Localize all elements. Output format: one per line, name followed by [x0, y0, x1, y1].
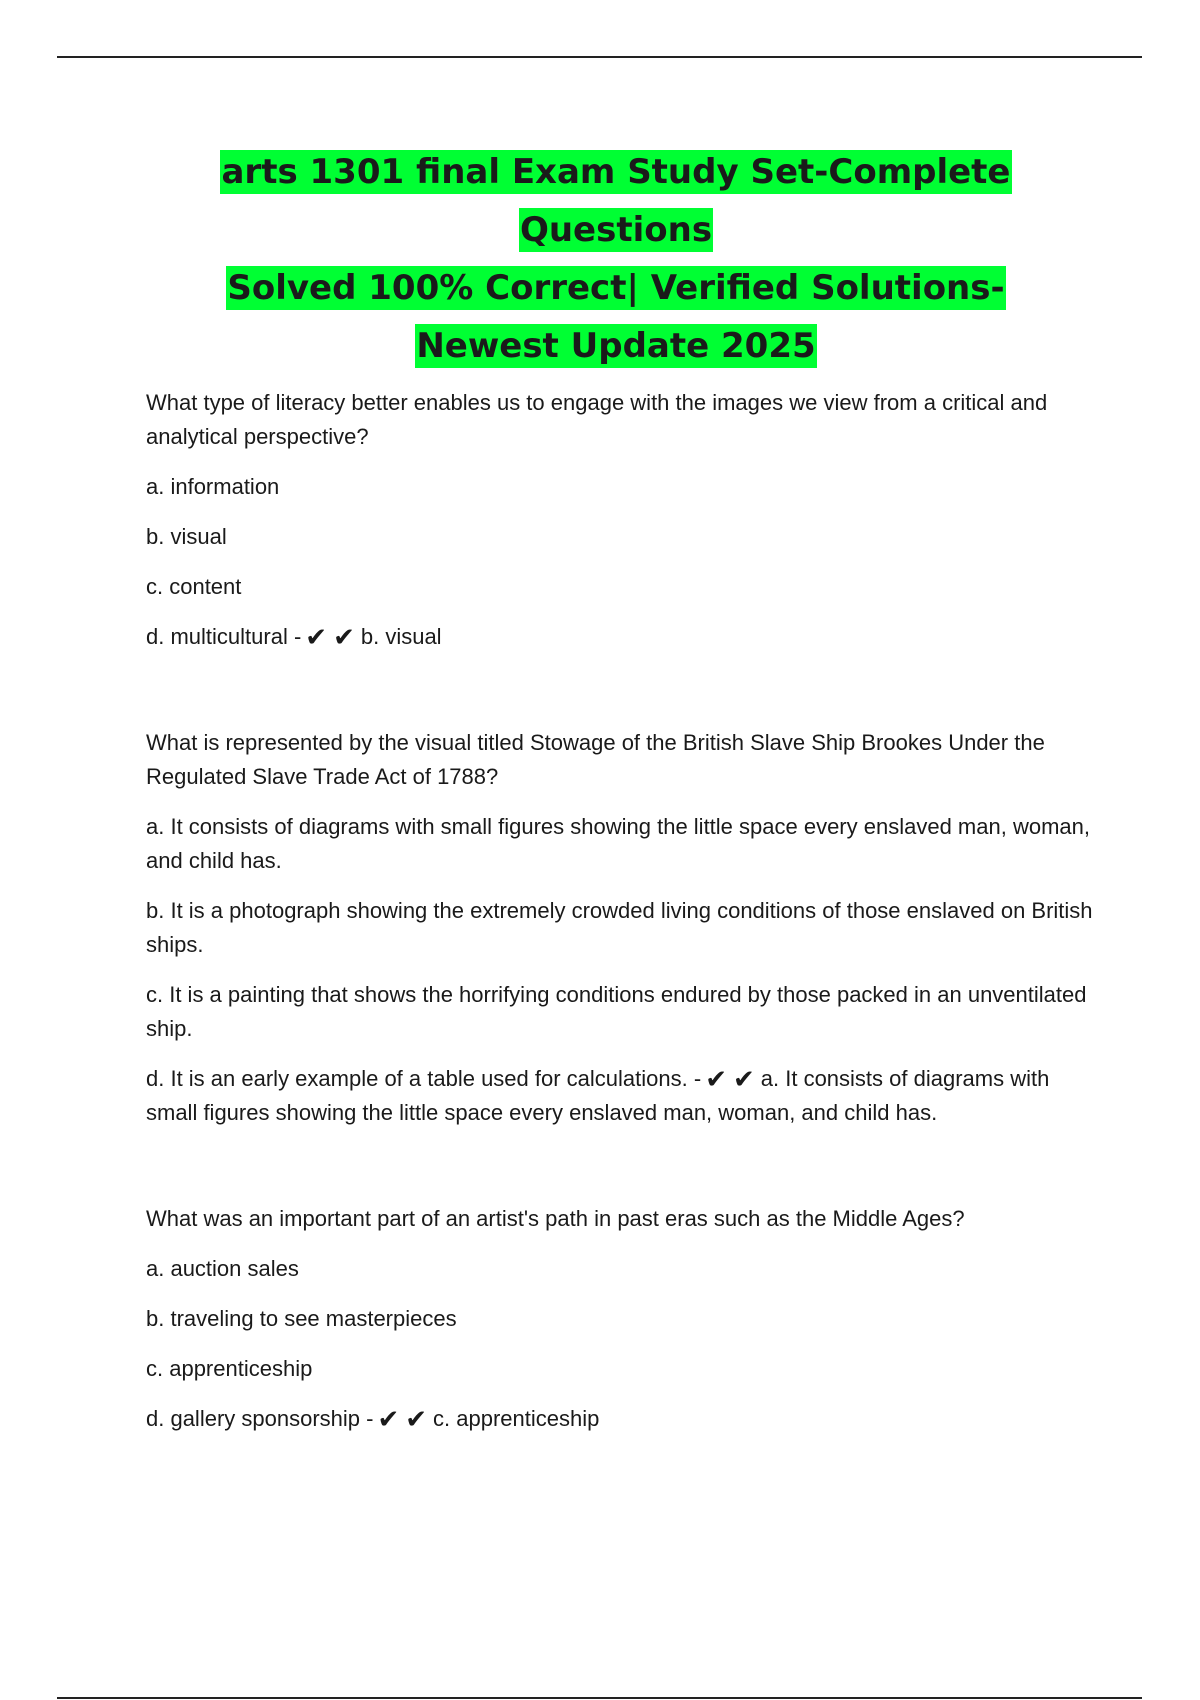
option-d-with-answer	[146, 620, 1101, 654]
option-b: b. It is a photograph showing the extremely crowded living conditions of those enslaved on British ships.	[146, 898, 1093, 957]
option-d: d. It is an early example of a table used for calculations. -	[146, 1066, 702, 1091]
correct-answer: c. apprenticeship	[433, 1406, 600, 1431]
option-d: d. multicultural -	[146, 624, 302, 649]
question-2	[146, 726, 1101, 1130]
header-rule	[57, 56, 1142, 58]
option-d-with-answer	[146, 1402, 1101, 1436]
option-d-with-answer	[146, 1062, 1101, 1130]
question-list	[146, 386, 1101, 1508]
double-check-icon: ✔✔	[305, 623, 361, 653]
question-text: What type of literacy better enables us to engage with the images we view from a critical and analytical perspective?	[146, 390, 1048, 449]
correct-answer: b. visual	[360, 624, 442, 649]
question-1	[146, 386, 1101, 654]
title-line-3: Newest Update 2025	[416, 326, 816, 366]
title-line-1: arts 1301 final Exam Study Set-Complete Questions	[221, 152, 1011, 250]
double-check-icon: ✔✔	[377, 1405, 434, 1435]
document-title	[146, 143, 1086, 375]
option-c: c. It is a painting that shows the horrifying conditions endured by those packed in an unventilated ship.	[146, 982, 1087, 1041]
option-d: d. gallery sponsorship -	[146, 1406, 374, 1431]
correct-answer: a. It consists of diagrams with small figures showing the little space every enslaved man, woman, and child has.	[146, 1066, 1050, 1125]
option-a: a. information	[146, 474, 280, 499]
option-c: c. content	[146, 574, 242, 599]
option-b: b. traveling to see masterpieces	[146, 1306, 457, 1331]
question-text: What is represented by the visual titled Stowage of the British Slave Ship Brookes Under the Regulated Slave Trade Act of 1788?	[146, 730, 1045, 789]
option-b: b. visual	[146, 524, 227, 549]
title-line-2: Solved 100% Correct| Verified Solutions-	[227, 268, 1005, 308]
option-c: c. apprenticeship	[146, 1356, 313, 1381]
double-check-icon: ✔✔	[705, 1065, 761, 1095]
footer-rule	[57, 1697, 1142, 1699]
question-3	[146, 1202, 1101, 1436]
option-a: a. auction sales	[146, 1256, 299, 1281]
option-a: a. It consists of diagrams with small figures showing the little space every enslaved man, woman, and child has.	[146, 814, 1090, 873]
question-text: What was an important part of an artist's path in past eras such as the Middle Ages?	[146, 1206, 965, 1231]
